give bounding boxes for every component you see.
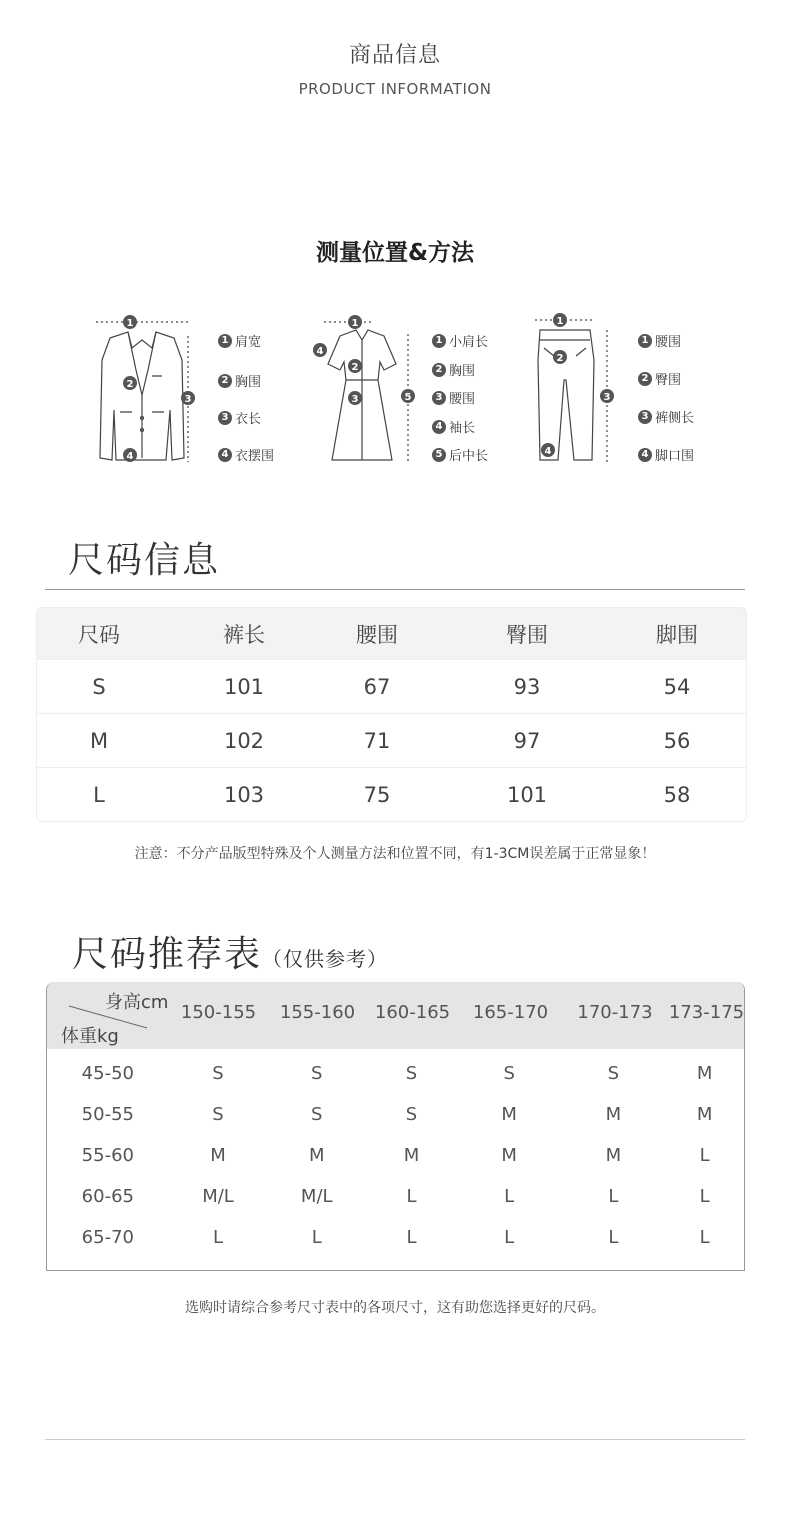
legend-label: 腰围 — [449, 392, 476, 407]
table-cell: 56 — [663, 728, 691, 753]
table-row — [47, 1135, 744, 1176]
legend-num: 5 — [432, 448, 446, 462]
column-header: 裤长 — [223, 622, 265, 647]
size-note: 注意：不分产品版型特殊及个人测量方法和位置不同，有1-3CM误差属于正常显象！ — [134, 846, 656, 862]
legend-label: 衣摆围 — [235, 449, 275, 464]
table-cell: M — [605, 1145, 622, 1166]
legend-num: 2 — [638, 372, 652, 386]
legend-item — [638, 369, 681, 388]
legend-num: 1 — [432, 334, 446, 348]
marker-text: 1 — [556, 316, 564, 327]
measure-title: 测量位置&方法 — [315, 240, 475, 266]
legend-label: 肩宽 — [235, 335, 262, 350]
legend-item — [638, 445, 694, 464]
legend-label: 裤侧长 — [655, 411, 695, 426]
table-row — [47, 1053, 744, 1094]
legend-num: 3 — [432, 391, 446, 405]
table-cell: L — [699, 1145, 710, 1166]
legend-item — [432, 388, 475, 407]
column-header: 脚围 — [656, 622, 698, 647]
legend-item — [218, 408, 261, 427]
header-title-en: PRODUCT INFORMATION — [298, 80, 492, 98]
recommend-note: 选购时请综合参考尺寸表中的各项尺寸，这有助您选择更好的尺码。 — [185, 1300, 605, 1316]
legend-item — [218, 445, 274, 464]
size-table — [36, 607, 747, 822]
table-cell: M — [696, 1063, 713, 1084]
table-cell: S — [212, 1063, 224, 1084]
column-header: 165-170 — [472, 1002, 549, 1023]
table-cell: S — [92, 674, 106, 699]
weight-cell: 65-70 — [81, 1227, 134, 1248]
table-cell: L — [608, 1227, 619, 1248]
legend-label: 后中长 — [449, 449, 489, 464]
table-cell: M — [308, 1145, 325, 1166]
table-cell: M — [501, 1145, 517, 1166]
legend-label: 臀围 — [655, 373, 682, 388]
table-cell: L — [311, 1227, 322, 1248]
table-cell: 101 — [506, 782, 548, 807]
recommend-title — [72, 926, 388, 977]
legend-label: 胸围 — [449, 364, 476, 379]
marker-text: 1 — [126, 318, 134, 329]
legend-item — [432, 445, 488, 464]
jacket-drawing — [96, 322, 188, 462]
legend-num: 1 — [218, 334, 232, 348]
column-header: 腰围 — [356, 622, 398, 647]
marker-text: 3 — [603, 392, 611, 403]
table-cell: 97 — [513, 728, 541, 753]
column-header: 尺码 — [78, 622, 120, 647]
table-cell: 101 — [223, 674, 265, 699]
table-cell: M — [696, 1104, 713, 1125]
legend-num: 4 — [638, 448, 652, 462]
marker-text: 3 — [184, 394, 192, 405]
weight-cell: 55-60 — [81, 1145, 134, 1166]
table-cell: L — [213, 1227, 224, 1248]
table-cell: L — [504, 1227, 515, 1248]
table-cell: 67 — [363, 674, 391, 699]
weight-cell: 60-65 — [81, 1186, 134, 1207]
table-cell: M — [605, 1104, 622, 1125]
diagram-marker-numbers — [127, 316, 611, 462]
recommend-table — [46, 982, 745, 1271]
corner-height-label: 身高cm — [105, 992, 169, 1013]
table-cell: 93 — [513, 674, 541, 699]
table-cell: 103 — [223, 782, 265, 807]
table-cell: L — [504, 1186, 515, 1207]
column-header: 170-173 — [577, 1002, 653, 1023]
header-title-cn: 商品信息 — [348, 43, 441, 68]
column-header: 155-160 — [279, 1002, 356, 1023]
marker-text: 5 — [404, 392, 412, 403]
table-cell: M — [210, 1145, 226, 1166]
table-cell: 54 — [663, 674, 691, 699]
legend-num: 1 — [638, 334, 652, 348]
table-cell: M — [501, 1104, 517, 1125]
divider — [45, 589, 745, 590]
legend-num: 3 — [638, 410, 652, 424]
table-cell: S — [607, 1063, 620, 1084]
table-cell: S — [405, 1063, 418, 1084]
table-row — [37, 767, 746, 821]
legend-item — [432, 360, 475, 379]
legend-num: 4 — [218, 448, 232, 462]
garment-diagrams — [70, 300, 690, 475]
table-cell: S — [212, 1104, 224, 1125]
column-header: 173-175 — [668, 1002, 745, 1023]
table-header-row — [37, 608, 746, 659]
legend-num: 2 — [432, 363, 446, 377]
legend-item — [218, 331, 261, 350]
marker-text: 1 — [351, 318, 359, 329]
legend-label: 腰围 — [655, 335, 682, 350]
table-cell: 102 — [223, 728, 265, 753]
table-cell: L — [608, 1186, 619, 1207]
weight-cell: 50-55 — [81, 1104, 134, 1125]
recommend-title-text: 尺码推荐表 — [72, 934, 263, 975]
table-cell: M — [403, 1145, 420, 1166]
legend-label: 袖长 — [449, 421, 476, 436]
recommend-rows — [47, 1049, 744, 1258]
legend-item — [432, 417, 475, 436]
legend-num: 2 — [218, 374, 232, 388]
table-cell: 75 — [363, 782, 391, 807]
column-header: 160-165 — [374, 1002, 451, 1023]
table-cell: 71 — [363, 728, 391, 753]
corner-weight-label: 体重kg — [61, 1026, 119, 1047]
marker-text: 4 — [316, 346, 324, 357]
table-cell: L — [699, 1186, 710, 1207]
table-row — [47, 1217, 744, 1258]
pants-drawing — [535, 320, 607, 462]
table-cell: S — [311, 1104, 323, 1125]
column-header: 臀围 — [506, 622, 548, 647]
divider — [45, 1439, 745, 1440]
weight-cell: 45-50 — [81, 1063, 134, 1084]
legend-num: 3 — [218, 411, 232, 425]
table-cell: S — [405, 1104, 418, 1125]
table-row — [47, 1176, 744, 1217]
marker-text: 3 — [351, 394, 359, 405]
size-info-title: 尺码信息 — [68, 540, 221, 581]
marker-text: 4 — [544, 446, 552, 457]
legend-item — [218, 371, 261, 390]
table-cell: M/L — [202, 1186, 234, 1207]
legend-label: 脚口围 — [655, 449, 695, 464]
legend-item — [432, 331, 488, 350]
table-row — [37, 659, 746, 713]
column-header: 150-155 — [180, 1002, 257, 1023]
marker-text: 2 — [556, 353, 564, 364]
recommend-subtitle: （仅供参考） — [262, 947, 389, 971]
table-cell: L — [699, 1227, 710, 1248]
legend-item — [638, 331, 681, 350]
legend-item — [638, 407, 694, 426]
table-row — [37, 713, 746, 767]
diagram-markers — [123, 313, 614, 462]
table-cell: L — [93, 782, 105, 807]
table-row — [47, 1094, 744, 1135]
legend-label: 胸围 — [235, 375, 262, 390]
table-cell: L — [406, 1227, 417, 1248]
legend-label: 衣长 — [235, 412, 262, 427]
table-cell: S — [503, 1063, 515, 1084]
table-header-row — [47, 982, 744, 1049]
marker-text: 2 — [351, 362, 359, 373]
table-cell: L — [406, 1186, 417, 1207]
table-cell: M/L — [300, 1186, 333, 1207]
table-cell: 58 — [663, 782, 691, 807]
legend-label: 小肩长 — [449, 335, 489, 350]
dress-drawing — [324, 322, 408, 462]
marker-text: 2 — [126, 379, 134, 390]
legend-num: 4 — [432, 420, 446, 434]
marker-text: 4 — [126, 451, 134, 462]
table-cell: M — [89, 728, 109, 753]
table-cell: S — [311, 1063, 323, 1084]
